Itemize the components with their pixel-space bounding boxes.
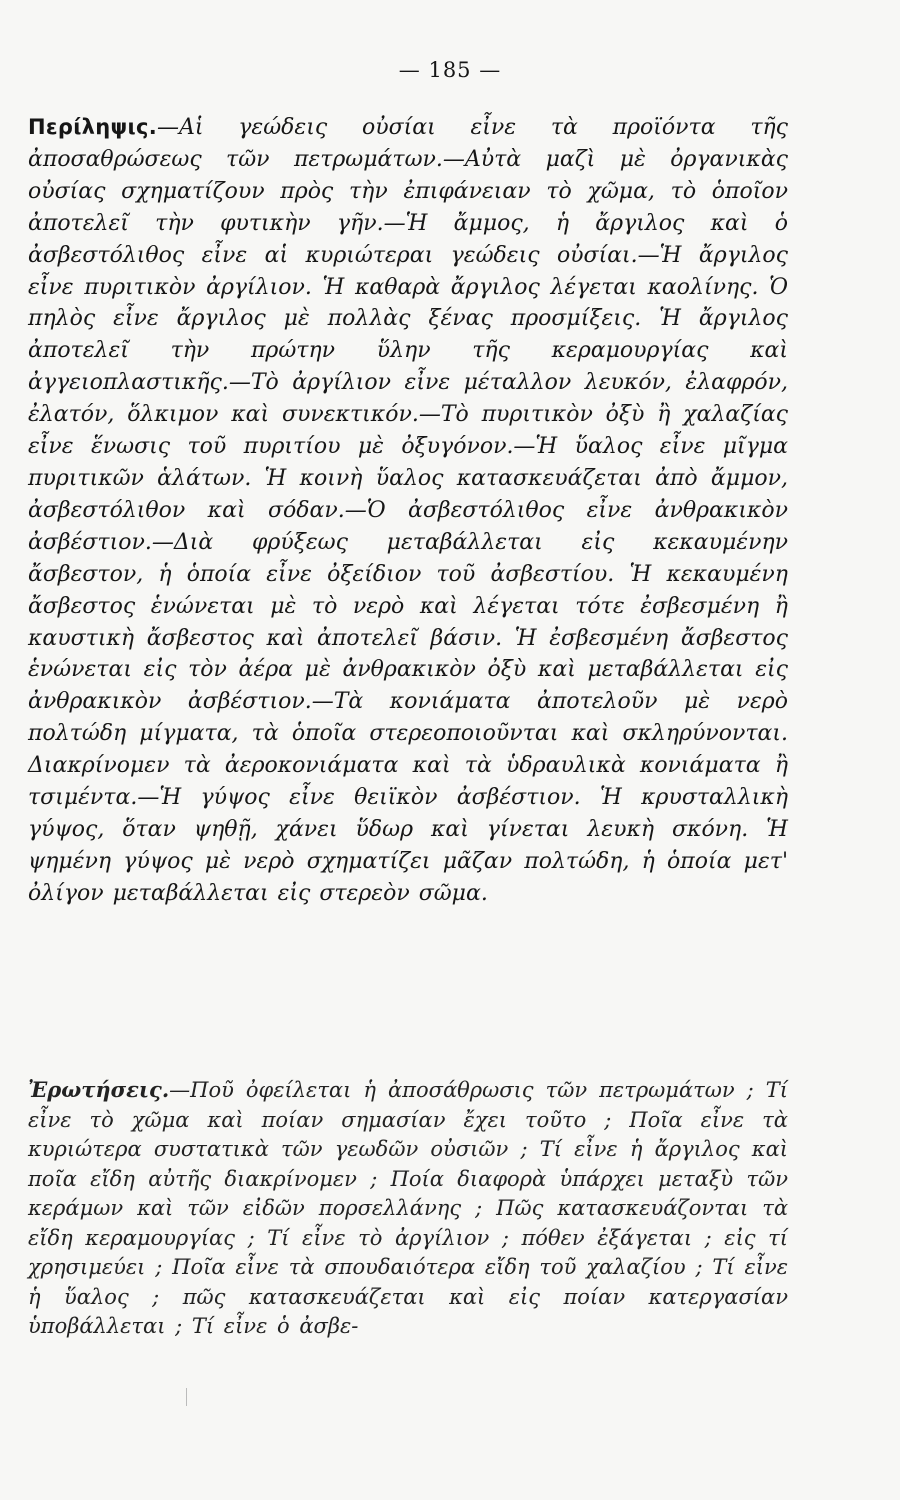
summary-heading: Περίληψις.: [28, 115, 157, 139]
page-number: — 185 —: [398, 58, 502, 82]
summary-text: —Αἱ γεώδεις οὐσίαι εἶνε τὰ προϊόντα τῆς ἀποσαθρώσεως τῶν πετρωμάτων.—Αὐτὰ μαζὶ μὲ ὀργανικὰς οὐσίας σχηματίζουν πρὸς τὴν ἐπιφάνειαν τὸ χῶμα, τὸ ὁποῖον ἀποτελεῖ τὴν φυτικὴν γῆν.—Ἡ ἄμμος, ἡ ἄργιλος καὶ ὁ ἀσβεστόλιθος εἶνε αἱ κυριώτεραι γεώδεις οὐσίαι.—Ἡ ἄργιλος εἶνε πυριτικὸν ἀργίλιον. Ἡ καθαρὰ ἄργιλος λέγεται καολίνης. Ὁ πηλὸς εἶνε ἄργιλος μὲ πολλὰς ξένας προσμίξεις. Ἡ ἄργιλος ἀποτελεῖ τὴν πρώτην ὕλην τῆς κεραμουργίας καὶ ἀγγειοπλαστικῆς.—Τὸ ἀργίλιον εἶνε μέταλλον λευκόν, ἐλαφρόν, ἐλατόν, ὅλκιμον καὶ συνεκτικόν.—Τὸ πυριτικὸν ὀξὺ ἢ χαλαζίας εἶνε ἕνωσις τοῦ πυριτίου μὲ ὀξυγόνον.—Ἡ ὕαλος εἶνε μῖγμα πυριτικῶν ἁλάτων. Ἡ κοινὴ ὕαλος κατασκευάζεται ἀπὸ ἄμμον, ἀσβεστόλιθον καὶ σόδαν.—Ὁ ἀσβεστόλιθος εἶνε ἀνθρακικὸν ἀσβέστιον.—Διὰ φρύξεως μεταβάλλεται εἰς κεκαυμένην ἄσβεστον, ἡ ὁποία εἶνε ὀξείδιον τοῦ ἀσβεστίου. Ἡ κεκαυμένη ἄσβεστος ἑνώνεται μὲ τὸ νερὸ καὶ λέγεται τότε ἐσβεσμένη ἢ καυστικὴ ἄσβεστος καὶ ἀποτελεῖ βάσιν. Ἡ ἐσβεσμένη ἄσβεστος ἑνώνεται εἰς τὸν ἀέρα μὲ ἀνθρακικὸν ὀξὺ καὶ μεταβάλλεται εἰς ἀνθρακικὸν ἀσβέστιον.—Τὰ κονιάματα ἀποτελοῦν μὲ νερὸ πολτώδη μίγματα, τὰ ὁποῖα στερεοποιοῦνται καὶ σκληρύνονται. Διακρίνομεν τὰ ἀεροκονιάματα καὶ τὰ ὑδραυλικὰ κονιάματα ἢ τσιμέντα.—Ἡ γύψος εἶνε θειϊκὸν ἀσβέστιον. Ἡ κρυσταλλικὴ γύψος, ὅταν ψηθῇ, χάνει ὕδωρ καὶ γίνεται λευκὴ σκόνη. Ἡ ψημένη γύψος μὲ νερὸ σχηματίζει μᾶζαν πολτώδη, ἡ ὁποία μετ' ὀλίγον μεταβάλλεται εἰς στερεὸν σῶμα.: [28, 115, 788, 906]
questions-text: —Ποῦ ὀφείλεται ἡ ἀποσάθρωσις τῶν πετρωμάτων ; Τί εἶνε τὸ χῶμα καὶ ποίαν σημασίαν ἔχει τοῦτο ; Ποῖα εἶνε τὰ κυριώτερα συστατικὰ τῶν γεωδῶν οὐσιῶν ; Τί εἶνε ἡ ἄργιλος καὶ ποῖα εἴδη αὐτῆς διακρίνομεν ; Ποία διαφορὰ ὑπάρχει μεταξὺ τῶν κεράμων καὶ τῶν εἰδῶν πορσελλάνης ; Πῶς κατασκευάζονται τὰ εἴδη κεραμουργίας ; Τί εἶνε τὸ ἀργίλιον ; πόθεν ἐξάγεται ; εἰς τί χρησιμεύει ; Ποῖα εἶνε τὰ σπουδαιότερα εἴδη τοῦ χαλαζίου ; Τί εἶνε ἡ ὕαλος ; πῶς κατασκευάζεται καὶ εἰς ποίαν κατεργασίαν ὑποβάλλεται ; Τί εἶνε ὁ ἀσβε-: [28, 1078, 788, 1338]
print-mark: [186, 1388, 187, 1406]
questions-heading: Ἐρωτήσεις.: [28, 1077, 170, 1102]
questions-paragraph: [28, 1075, 788, 1342]
summary-paragraph: [28, 112, 788, 910]
